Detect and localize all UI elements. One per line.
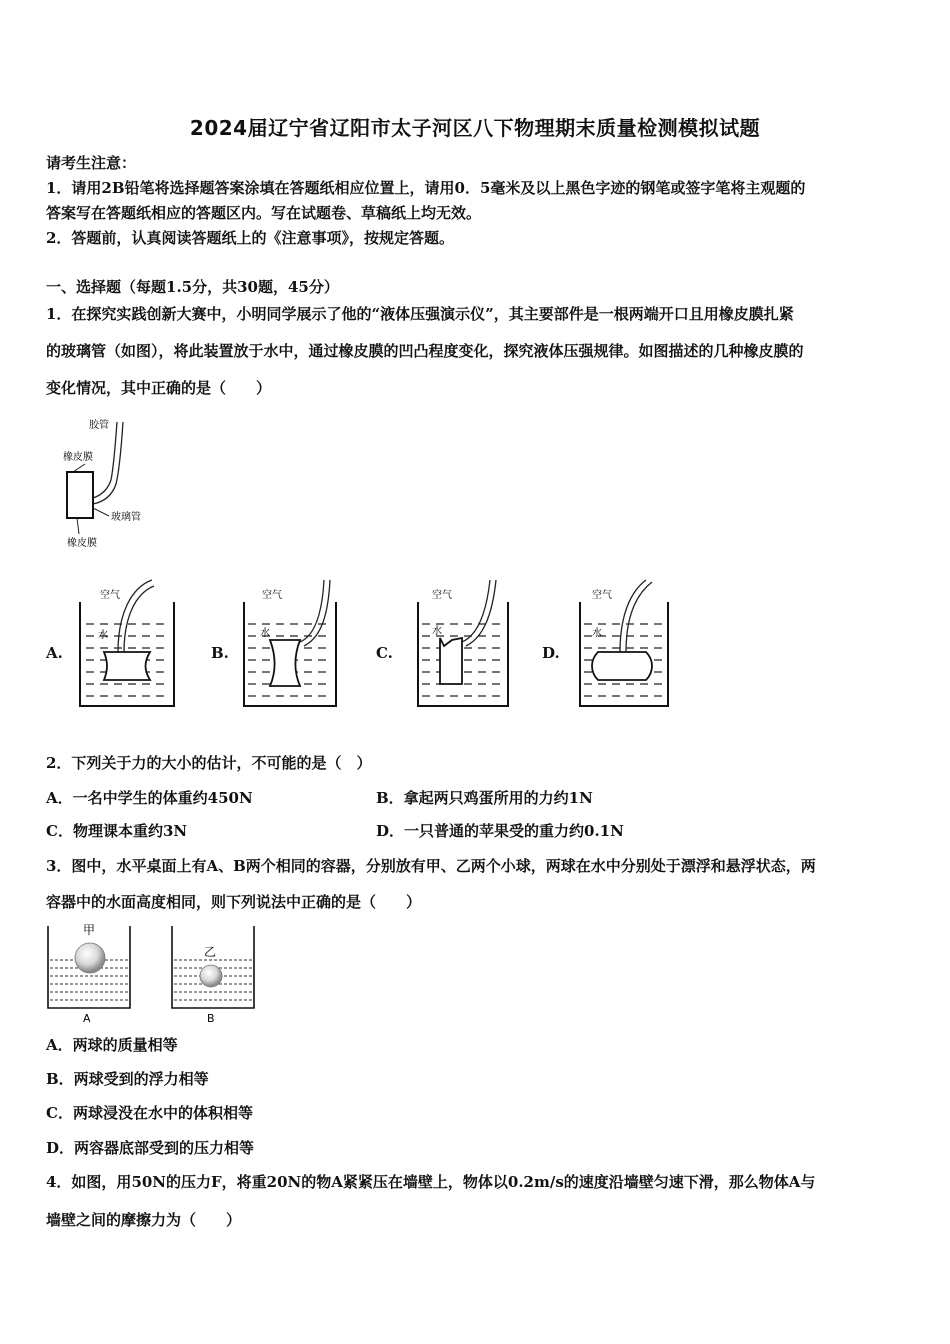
q2-option-a[interactable]: A．一名中学生的体重约450N [46, 789, 253, 807]
page-title: 2024届辽宁省辽阳市太子河区八下物理期末质量检测模拟试题 [189, 116, 761, 140]
glass-label: 玻璃管 [111, 512, 141, 523]
q3-line-1: 3．图中，水平桌面上有A、B两个相同的容器，分别放有甲、乙两个小球，两球在水中分别处于漂浮和悬浮状态，两 [46, 857, 816, 875]
q3-option-a[interactable]: A．两球的质量相等 [46, 1036, 178, 1054]
q1-line-1: 1．在探究实践创新大赛中，小明同学展示了他的“液体压强演示仪”，其主要部件是一根两端开口且用橡皮膜扎紧 [46, 305, 794, 323]
container-a-label: A [83, 1012, 91, 1025]
beaker-b [240, 576, 340, 710]
air-label-d: 空气 [592, 590, 612, 601]
section-heading: 一、选择题（每题1.5分，共30题，45分） [46, 278, 339, 296]
notice-item-1-line-2: 答案写在答题纸相应的答题区内。写在试题卷、草稿纸上均无效。 [46, 204, 482, 222]
q1-option-a[interactable]: A. [46, 644, 63, 662]
q3-option-d[interactable]: D．两容器底部受到的压力相等 [46, 1139, 255, 1157]
q1-line-2: 的玻璃管（如图），将此装置放于水中，通过橡皮膜的凹凸程度变化，探究液体压强规律。如图描述的几种橡皮膜的 [46, 342, 804, 360]
q4-line-2: 墙壁之间的摩擦力为（ ） [46, 1211, 242, 1229]
ball-b-label: 乙 [204, 945, 217, 959]
q3-option-c[interactable]: C．两球浸没在水中的体积相等 [46, 1104, 253, 1122]
q2-stem: 2．下列关于力的大小的估计，不可能的是（ ） [46, 754, 372, 772]
q3-line-2: 容器中的水面高度相同，则下列说法中正确的是（ ） [46, 893, 422, 911]
ball-a-label: 甲 [83, 923, 96, 937]
container-b-label: B [207, 1012, 215, 1025]
tube-label: 胶管 [89, 420, 109, 431]
glass-tube [67, 472, 93, 518]
beaker-a [78, 576, 178, 710]
q3-containers-figure [44, 920, 274, 1026]
beaker-c [414, 576, 514, 710]
notice-item-2: 2．答题前，认真阅读答题纸上的《注意事项》，按规定答题。 [46, 229, 454, 247]
q1-option-d[interactable]: D. [542, 644, 560, 662]
q2-option-c[interactable]: C．物理课本重约3N [46, 822, 188, 840]
q1-line-3: 变化情况，其中正确的是（ ） [46, 379, 272, 397]
membrane-bottom-label: 橡皮膜 [67, 538, 97, 549]
water-label-c: 水 [432, 626, 442, 637]
water-label-b: 水 [260, 628, 270, 639]
q2-option-d[interactable]: D．一只普通的苹果受的重力约0.1N [376, 822, 624, 840]
membrane-top-label: 橡皮膜 [63, 452, 93, 463]
water-label-a: 水 [98, 630, 108, 641]
beaker-d [576, 576, 676, 710]
ball-yi [200, 965, 222, 987]
q2-option-b[interactable]: B．拿起两只鸡蛋所用的力约1N [376, 789, 593, 807]
q1-option-c[interactable]: C. [376, 644, 393, 662]
q4-line-1: 4．如图，用50N的压力F，将重20N的物A紧紧压在墙壁上，物体以0.2m/s的速度沿墙壁匀速下滑，那么物体A与 [46, 1173, 816, 1191]
ball-jia [75, 943, 105, 973]
air-label-a: 空气 [100, 590, 120, 601]
q1-option-b[interactable]: B. [211, 644, 229, 662]
air-label-b: 空气 [262, 590, 282, 601]
notice-item-1-line-1: 1．请用2B铅笔将选择题答案涂填在答题纸相应位置上，请用0．5毫米及以上黑色字迹的钢笔或签字笔将主观题的 [46, 179, 806, 197]
water-label-d: 水 [592, 628, 602, 639]
q1-apparatus-figure [55, 410, 165, 550]
air-label-c: 空气 [432, 590, 452, 601]
notice-heading: 请考生注意： [46, 154, 137, 172]
q3-option-b[interactable]: B．两球受到的浮力相等 [46, 1070, 209, 1088]
